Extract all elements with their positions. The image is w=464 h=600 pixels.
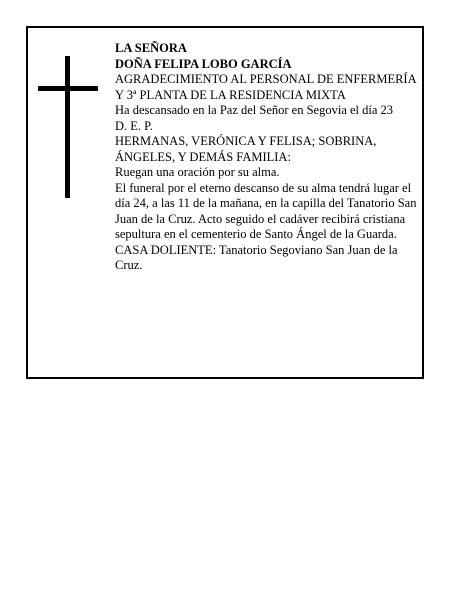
death-announcement: Ha descansado en la Paz del Señor en Segovia el día 23: [115, 103, 394, 117]
cross-horizontal-bar: [38, 86, 98, 91]
cross-icon: [38, 56, 98, 198]
acknowledgement-text: AGRADECIMIENTO AL PERSONAL DE ENFERMERÍA Y 3ª PLANTA DE LA RESIDENCIA MIXTA: [115, 72, 416, 102]
dep-line: D. E. P.: [115, 118, 153, 133]
obituary-notice: [26, 26, 424, 379]
family-list: HERMANAS, VERÓNICA Y FELISA; SOBRINA, ÁNGELES, Y DEMÁS FAMILIA:: [115, 134, 377, 164]
notice-body: [115, 41, 420, 274]
deceased-name: DOÑA FELIPA LOBO GARCÍA: [115, 56, 292, 71]
prayer-request: Ruegan una oración por su alma.: [115, 165, 280, 179]
cross-vertical-bar: [65, 56, 70, 198]
title-line: LA SEÑORA: [115, 41, 187, 55]
mourning-house: CASA DOLIENTE: Tanatorio Segoviano San Juan de la Cruz.: [115, 242, 398, 272]
funeral-details: El funeral por el eterno descanso de su alma tendrá lugar el día 24, a las 11 de la mañana, en la capilla del Tanatorio San Juan de la Cruz. Acto seguido el cadáver recibirá cristiana sepultura en el cementerio de Santo Ángel de la Guarda.: [115, 180, 417, 241]
